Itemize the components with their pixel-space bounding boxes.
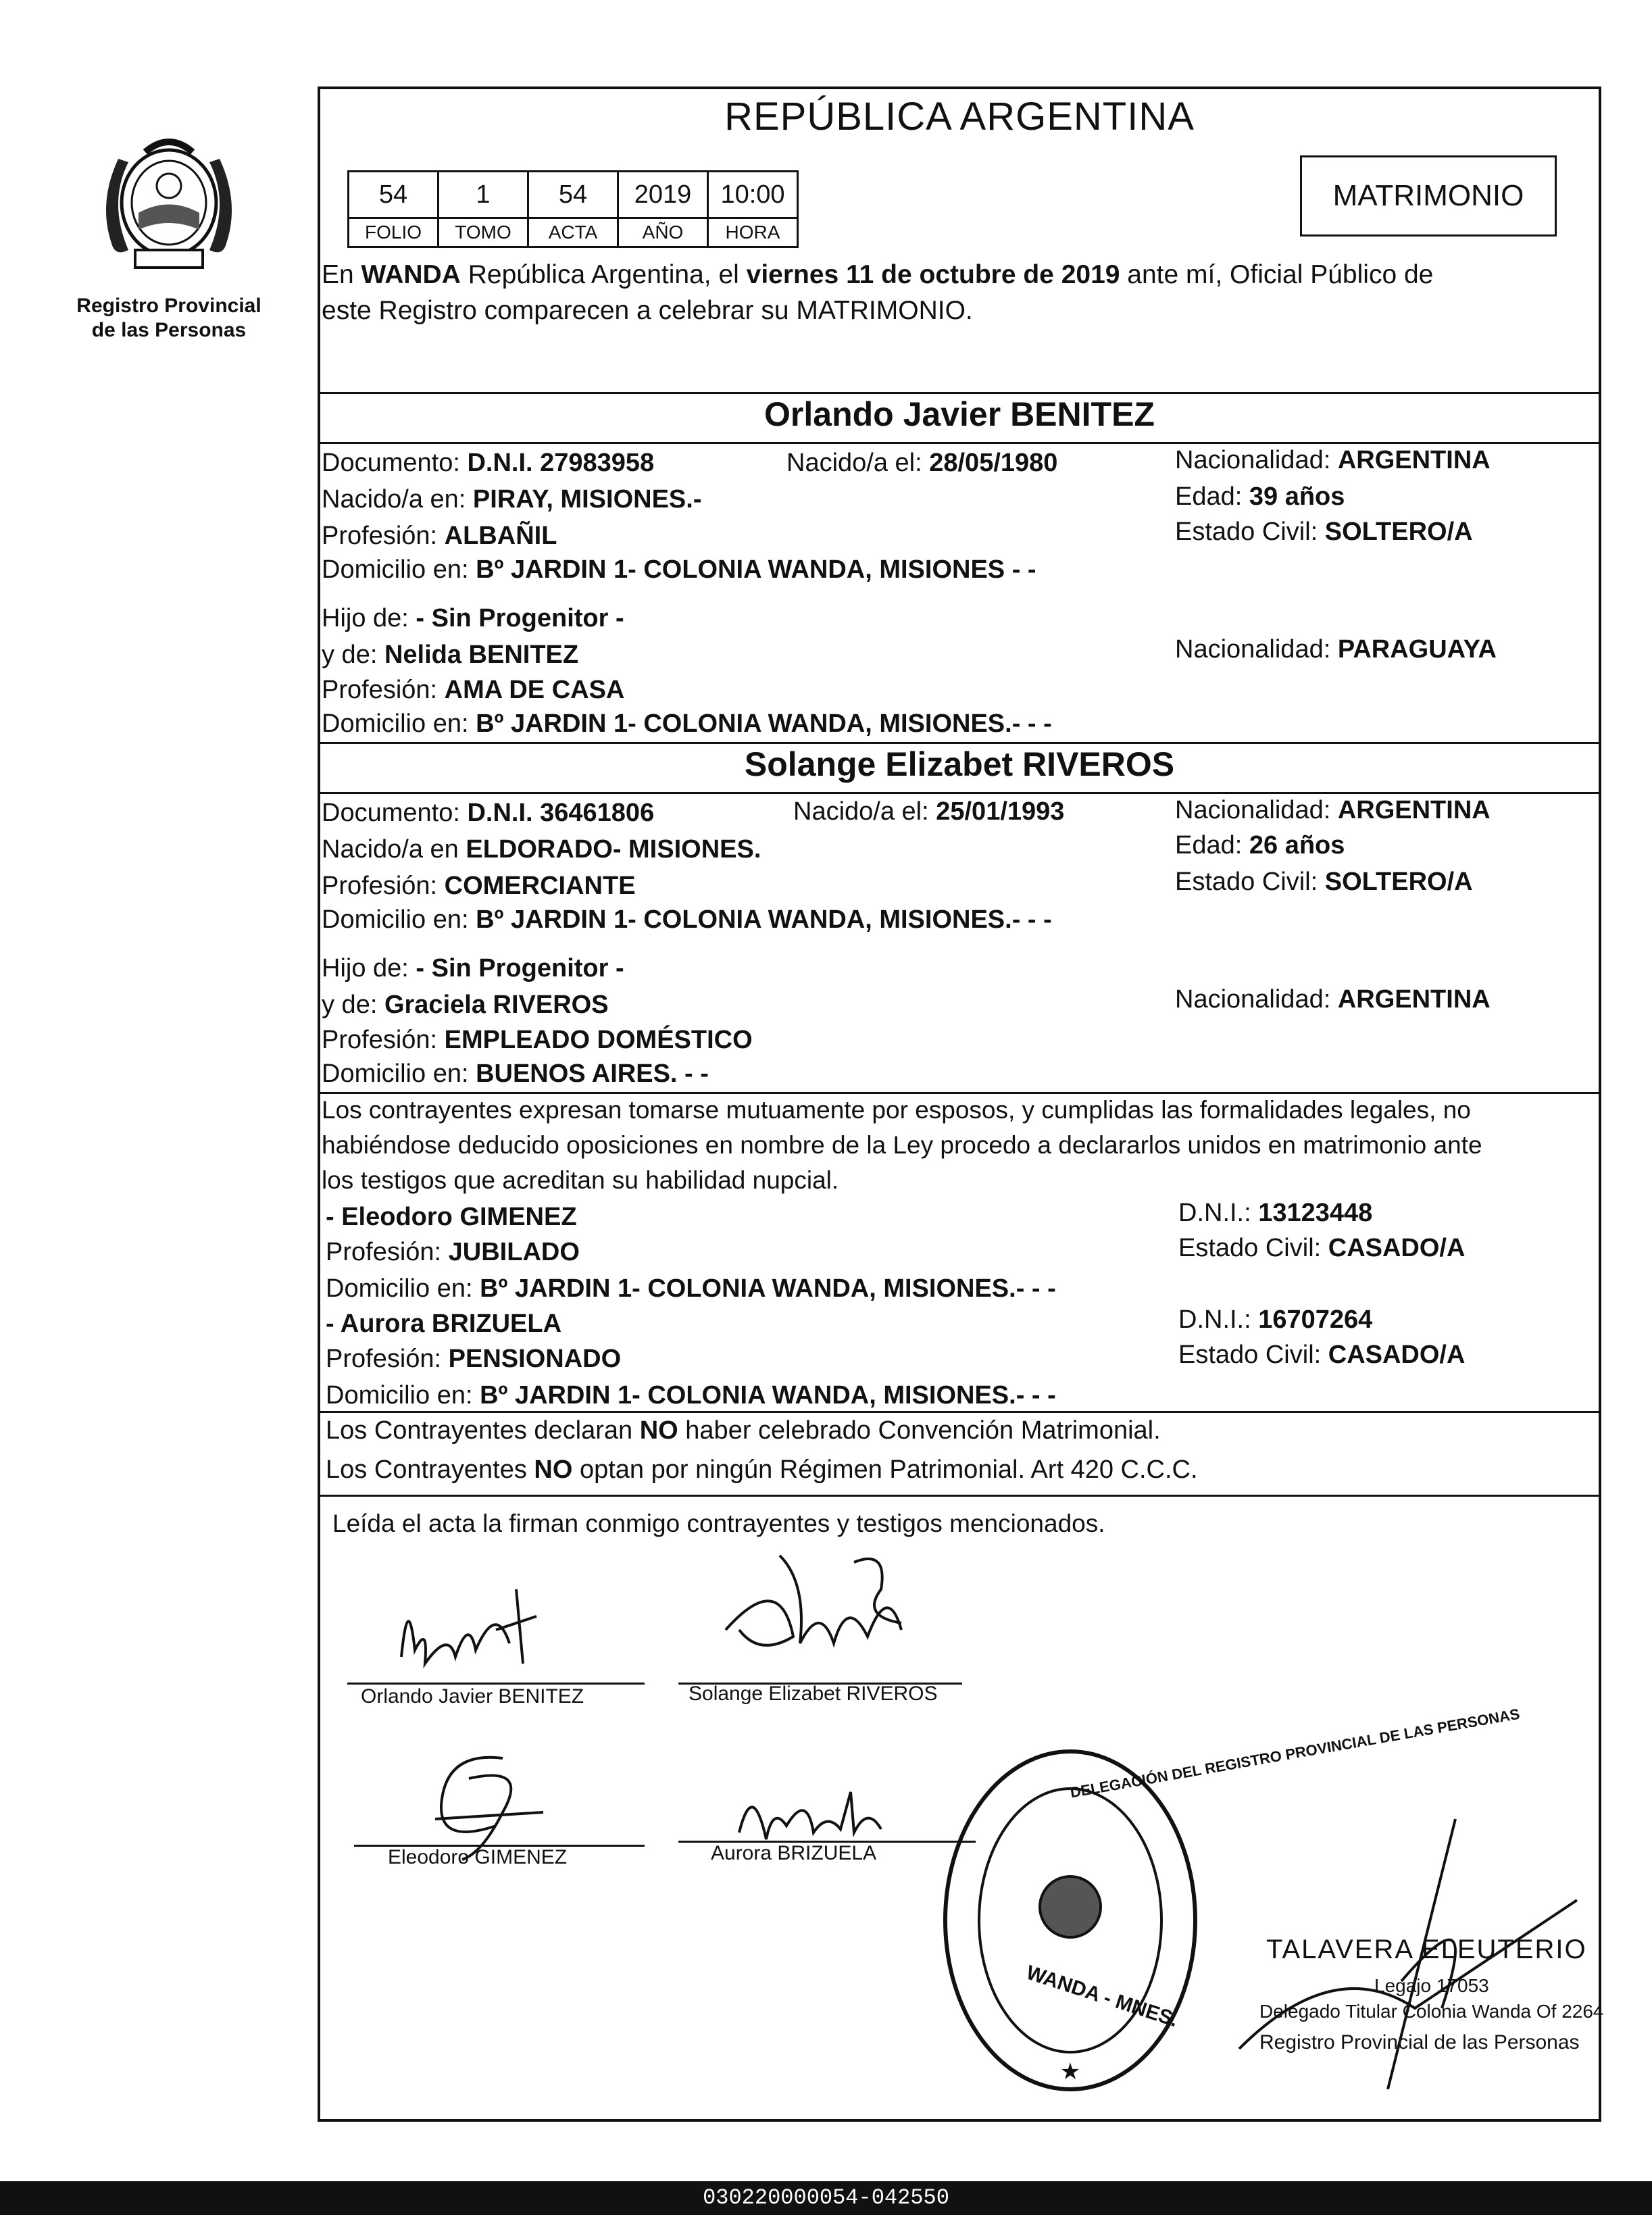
folio-label: FOLIO <box>349 218 439 247</box>
intro-line2: este Registro comparecen a celebrar su MATRIMONIO. <box>322 296 973 325</box>
tomo-value: 1 <box>439 172 528 218</box>
document-barcode-number: 030220000054-042550 <box>0 2181 1652 2215</box>
spouse1-parent2: y de: Nelida BENITEZ <box>322 641 579 669</box>
divider <box>320 392 1599 394</box>
spouse1-address: Domicilio en: Bº JARDIN 1- COLONIA WANDA, MISIONES - - <box>322 555 1036 584</box>
spouse2-nationality: Nacionalidad: ARGENTINA <box>1175 796 1491 824</box>
signature-name-benitez: Orlando Javier BENITEZ <box>361 1685 584 1708</box>
convention-line2: Los Contrayentes NO optan por ningún Régimen Patrimonial. Art 420 C.C.C. <box>326 1455 1198 1484</box>
spouse2-parent-nationality: Nacionalidad: ARGENTINA <box>1175 985 1491 1014</box>
spouse1-parent-profession: Profesión: AMA DE CASA <box>322 676 625 704</box>
spouse2-documento: Documento: D.N.I. 36461806 <box>322 799 655 827</box>
registry-logo <box>68 122 270 343</box>
certificate-frame <box>318 86 1604 2122</box>
divider <box>320 442 1599 444</box>
registry-name-line2: de las Personas <box>91 319 247 341</box>
anio-label: AÑO <box>618 218 708 247</box>
spouse2-address: Domicilio en: Bº JARDIN 1- COLONIA WANDA, MISIONES.- - - <box>322 905 1052 934</box>
spouse1-nationality: Nacionalidad: ARGENTINA <box>1175 446 1491 474</box>
declaration-line3: los testigos que acreditan su habilidad nupcial. <box>322 1166 839 1194</box>
officer-legajo: Legajo 17053 <box>1374 1975 1489 1996</box>
witness1-profession: Profesión: JUBILADO <box>326 1238 580 1266</box>
hora-value: 10:00 <box>708 172 798 218</box>
spouse2-parent-profession: Profesión: EMPLEADO DOMÉSTICO <box>322 1026 753 1054</box>
spouse2-age: Edad: 26 años <box>1175 831 1345 860</box>
divider <box>320 1495 1599 1497</box>
convention-line1: Los Contrayentes declaran NO haber celebrado Convención Matrimonial. <box>326 1416 1161 1445</box>
spouse1-profession: Profesión: ALBAÑIL <box>322 522 557 550</box>
divider <box>320 742 1599 744</box>
witness2-profession: Profesión: PENSIONADO <box>326 1345 622 1373</box>
witness1-name: - Eleodoro GIMENEZ <box>326 1203 577 1231</box>
acta-value: 54 <box>528 172 618 218</box>
signature-riveros <box>699 1542 922 1684</box>
spouse1-parent-address: Domicilio en: Bº JARDIN 1- COLONIA WANDA, MISIONES.- - - <box>322 710 1052 738</box>
signature-line <box>347 1683 645 1685</box>
spouse2-birthplace: Nacido/a en ELDORADO- MISIONES. <box>322 835 761 864</box>
witness1-civil-status: Estado Civil: CASADO/A <box>1178 1234 1466 1262</box>
hora-label: HORA <box>708 218 798 247</box>
record-reference-grid <box>347 170 799 248</box>
officer-role: Delegado Titular Colonia Wanda Of 2264 <box>1259 2001 1604 2022</box>
spouse1-documento: Documento: D.N.I. 27983958 <box>322 449 655 477</box>
closing-statement: Leída el acta la firman conmigo contrayentes y testigos mencionados. <box>332 1510 1105 1537</box>
svg-text:★: ★ <box>1059 2058 1081 2085</box>
tomo-label: TOMO <box>439 218 528 247</box>
spouse2-civil-status: Estado Civil: SOLTERO/A <box>1175 868 1473 896</box>
signature-benitez <box>361 1549 577 1684</box>
folio-value: 54 <box>349 172 439 218</box>
witness2-dni: D.N.I.: 16707264 <box>1178 1305 1373 1334</box>
certificate-type-box: MATRIMONIO <box>1300 155 1557 237</box>
stamp-center-text: WANDA - MNES. <box>1023 1961 1181 2032</box>
officer-name: TALAVERA ELEUTERIO <box>1266 1935 1587 1964</box>
declaration-line1: Los contrayentes expresan tomarse mutuamente por esposos, y cumplidas las formalidades legales, no <box>322 1096 1471 1124</box>
stamp-ring-text: DELEGACIÓN DEL REGISTRO PROVINCIAL DE LAS PERSONAS <box>1068 1705 1522 1801</box>
witness2-name: - Aurora BRIZUELA <box>326 1310 562 1338</box>
anio-value: 2019 <box>618 172 708 218</box>
officer-registry: Registro Provincial de las Personas <box>1259 2031 1580 2054</box>
divider <box>320 792 1599 794</box>
declaration-line2: habiéndose deducido oposiciones en nombre de la Ley procedo a declararlos unidos en matrimonio ante <box>322 1131 1482 1159</box>
intro-line1: En WANDA República Argentina, el viernes 11 de octubre de 2019 ante mí, Oficial Público de <box>322 260 1434 289</box>
registry-name-line1: Registro Provincial <box>76 295 261 317</box>
divider <box>320 1092 1599 1094</box>
witness2-civil-status: Estado Civil: CASADO/A <box>1178 1341 1466 1369</box>
acta-label: ACTA <box>528 218 618 247</box>
signature-name-riveros: Solange Elizabet RIVEROS <box>689 1683 938 1705</box>
spouse1-civil-status: Estado Civil: SOLTERO/A <box>1175 518 1473 546</box>
spouse2-profession: Profesión: COMERCIANTE <box>322 872 636 900</box>
spouse1-parent1: Hijo de: - Sin Progenitor - <box>322 604 624 632</box>
spouse1-age: Edad: 39 años <box>1175 482 1345 511</box>
spouse1-parent-nationality: Nacionalidad: PARAGUAYA <box>1175 635 1497 664</box>
spouse2-parent-address: Domicilio en: BUENOS AIRES. - - <box>322 1060 709 1088</box>
witness1-dni: D.N.I.: 13123448 <box>1178 1199 1373 1227</box>
signature-name-brizuela: Aurora BRIZUELA <box>711 1842 877 1864</box>
spouse2-parent2: y de: Graciela RIVEROS <box>322 991 609 1019</box>
signature-name-gimenez: Eleodoro GIMENEZ <box>388 1846 568 1868</box>
spouse2-name: Solange Elizabet RIVEROS <box>744 745 1175 783</box>
spouse1-birthplace: Nacido/a en: PIRAY, MISIONES.- <box>322 485 702 514</box>
witness1-address: Domicilio en: Bº JARDIN 1- COLONIA WANDA, MISIONES.- - - <box>326 1274 1056 1303</box>
provincia-misiones-seal-icon <box>88 122 250 291</box>
spouse2-parent1: Hijo de: - Sin Progenitor - <box>322 954 624 982</box>
document-title: REPÚBLICA ARGENTINA <box>724 95 1195 139</box>
spouse1-birthdate: Nacido/a el: 28/05/1980 <box>786 449 1058 477</box>
divider <box>320 1411 1599 1413</box>
spouse2-birthdate: Nacido/a el: 25/01/1993 <box>793 797 1065 826</box>
witness2-address: Domicilio en: Bº JARDIN 1- COLONIA WANDA, MISIONES.- - - <box>326 1381 1056 1410</box>
spouse1-name: Orlando Javier BENITEZ <box>764 395 1155 433</box>
